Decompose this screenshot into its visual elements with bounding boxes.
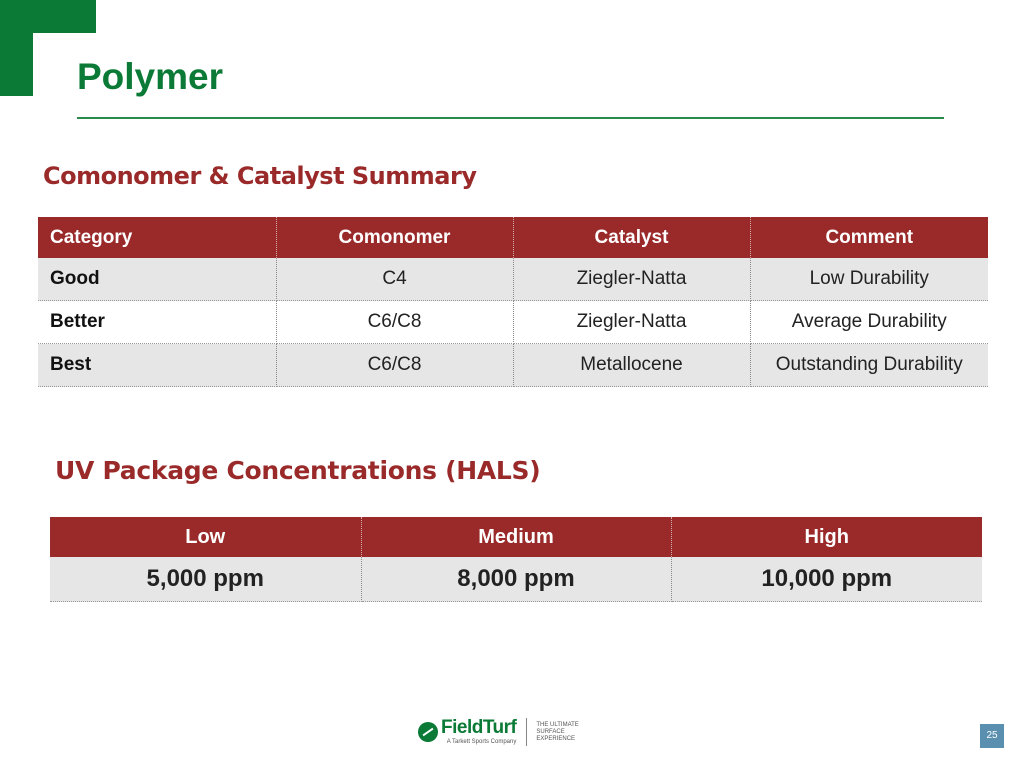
table-cell: Average Durability <box>750 301 988 344</box>
table-row <box>38 301 988 344</box>
column-header-category: Category <box>38 217 276 258</box>
comonomer-catalyst-heading: Comonomer & Catalyst Summary <box>43 162 477 190</box>
table-cell: Low Durability <box>750 258 988 301</box>
uv-package-heading: UV Package Concentrations (HALS) <box>55 456 541 485</box>
table-cell: Metallocene <box>513 344 750 387</box>
table-cell: 5,000 ppm <box>50 557 361 602</box>
table-row <box>38 258 988 301</box>
logo-subtitle: A Tarkett Sports Company <box>446 739 517 745</box>
table-cell: 8,000 ppm <box>361 557 671 602</box>
page-title: Polymer <box>77 56 224 97</box>
table-row <box>38 344 988 387</box>
table-cell: Good <box>38 258 276 301</box>
table-cell: Better <box>38 301 276 344</box>
table-cell: Best <box>38 344 276 387</box>
table-cell: Ziegler-Natta <box>513 258 750 301</box>
uv-concentration-table <box>50 517 982 602</box>
corner-bracket-vertical <box>0 0 33 96</box>
fieldturf-logo <box>418 716 596 748</box>
table-cell: C6/C8 <box>276 301 513 344</box>
column-header-medium: Medium <box>361 517 671 557</box>
column-header-comment: Comment <box>750 217 988 258</box>
logo-tagline: THE ULTIMATE SURFACE EXPERIENCE <box>536 721 579 742</box>
table-row <box>50 557 982 602</box>
table-cell: Outstanding Durability <box>750 344 988 387</box>
logo-name: FieldTurf <box>441 717 517 738</box>
column-header-low: Low <box>50 517 361 557</box>
fieldturf-logo-icon <box>418 722 438 742</box>
table-header-row <box>50 517 982 557</box>
column-header-high: High <box>671 517 982 557</box>
table-cell: Ziegler-Natta <box>513 301 750 344</box>
table-cell: C6/C8 <box>276 344 513 387</box>
logo-divider <box>526 718 527 746</box>
column-header-comonomer: Comonomer <box>276 217 513 258</box>
table-cell: 10,000 ppm <box>671 557 982 602</box>
comonomer-catalyst-table <box>38 217 988 387</box>
table-header-row <box>38 217 988 258</box>
column-header-catalyst: Catalyst <box>513 217 750 258</box>
title-divider <box>77 117 944 119</box>
page-number-badge: 25 <box>980 724 1004 748</box>
table-cell: C4 <box>276 258 513 301</box>
